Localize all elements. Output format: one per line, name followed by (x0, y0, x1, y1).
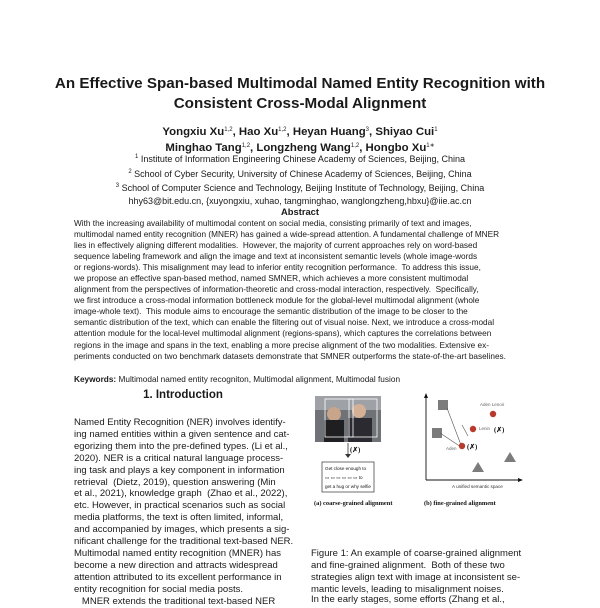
node-label-aden-lenoir: Aden Lenoir (480, 402, 505, 407)
photo-panel (315, 396, 381, 442)
introduction-line: and accompanied by images, which presents a sig- (74, 524, 290, 536)
text-box-line-3: get a hug or why selfie (325, 484, 371, 489)
abstract-line: attention module for the local-level multimodal alignment (regions-spans), which captures the correlations between (74, 329, 492, 339)
authors_line1-author-name: Shiyao Cui (375, 126, 435, 138)
affiliation-list (40, 151, 560, 195)
introduction-line: entity recognition for social media posts. (74, 583, 243, 595)
affiliation-text: Institute of Information Engineering Chinese Academy of Sciences, Beijing, China (138, 154, 466, 164)
x-mark-fine-2: (✗) (467, 444, 478, 451)
affiliations (40, 151, 560, 207)
introduction-line: become a new direction and attracts widespread (74, 559, 278, 571)
keywords (74, 374, 526, 385)
abstract-line: multimodal named entity recognition (MNER) has gained a wide-spread attention. A fundamental challenge of MNER (74, 230, 500, 240)
abstract-line: we first introduce a cross-modal information bottleneck module for the global-level multimodal alignment (whole (74, 296, 480, 306)
abstract-line: semantic distribution of the text, which can enable the filtering out of visual noise. Next, we introduce a cross-modal (74, 318, 495, 328)
introduction-line: egorizing them into the pre-defined types. (Li et al., (74, 440, 288, 452)
semantic-space-label: A unified semantic space (452, 484, 503, 489)
x-mark-coarse: (✗) (350, 447, 361, 454)
author-separator: , (359, 141, 366, 154)
author-separator: , (286, 126, 293, 138)
alignment-line-2 (440, 433, 461, 447)
node-aden (459, 443, 465, 449)
introduction-line: Named Entity Recognition (NER) involves identify- (74, 417, 286, 428)
node-aden-lenoir (490, 411, 496, 417)
authors_line2-author-name: Longzheng Wang (256, 141, 351, 154)
affiliation-marker: 1 (134, 154, 139, 160)
affiliation-line (40, 180, 560, 195)
author-affiliation-marker: 1,2 (350, 142, 360, 149)
abstract-heading: Abstract (280, 206, 320, 217)
semantic-space-panel (424, 393, 523, 489)
authors_line1-author-name: Heyan Huang (292, 126, 366, 138)
author-emails: hhy63@bit.edu.cn, {xuyongxiu, xuhao, tangminghao, wanglongzheng,hbxu}@iie.ac.cn (128, 195, 472, 206)
author-affiliation-marker: 1 (434, 127, 438, 133)
author-separator: , (232, 126, 239, 138)
abstract-line: sequence labeling framework and align the image and text at inconsistent semantic levels (whole image-words (74, 252, 478, 262)
introduction-line: Multimodal named entity recognition (MNER) has (74, 547, 281, 559)
author-affiliation-marker: 1∗ (426, 142, 435, 149)
caption-line: strategies align text with image at inconsistent se- (311, 571, 521, 583)
caption-line: Figure 1: An example of coarse-grained alignment (311, 548, 522, 559)
abstract-body (74, 218, 526, 362)
abstract-line: alignment from the perspectives of information-theoretic and cross-modal interaction, respectively. Specifically, (74, 285, 479, 295)
introduction-line: et al., 2021), knowledge graph (Zhao et al., 2022), (74, 488, 288, 500)
node-label-lenin: Lenin (479, 426, 491, 431)
abstract-line: image-whole text). This module aims to encourage the semantic distribution of the image to be closer to the (74, 307, 468, 317)
title-line-1: An Effective Span-based Multimodal Named Entity Recognition with (54, 75, 546, 92)
node-lenin (470, 426, 476, 432)
introduction-line: etc. However, in practical scenarios such as social (74, 500, 286, 512)
affiliation-line (40, 166, 560, 181)
abstract-line: With the increasing availability of multimodal content on social media, consisting primarily of text and images, (74, 219, 472, 228)
figure-caption (311, 548, 527, 596)
paper-title (40, 74, 560, 114)
author-separator: , (369, 126, 376, 138)
subcaption-a: (a) coarse-grained alignment (314, 500, 393, 507)
author-affiliation-marker: 1,2 (224, 127, 233, 133)
authors_line1-author-name: Hao Xu (238, 126, 279, 138)
abstract-line: we propose an effective span-based method, named SMNER, which achieves a more consistent multimodal (74, 274, 469, 284)
author-affiliation-marker: 3 (365, 127, 369, 133)
introduction-line: ing task and plays a key component in information (74, 464, 285, 476)
abstract-line: periments conducted on two benchmark datasets demonstrate that SMNER outperforms the state-of-the-art baselines. (74, 351, 506, 361)
alignment-line-3 (462, 425, 468, 436)
author-affiliation-marker: 1,2 (241, 142, 251, 149)
abstract-line: regions in the image and spans in the text, enabling a more precise alignment of the two modalities. Extensive ex- (74, 340, 490, 350)
photo-person-left-face (327, 407, 341, 421)
x-mark-fine-1: (✗) (494, 427, 505, 434)
region-square-1 (438, 400, 448, 410)
introduction-line: ing named entities within a given sentence and cat- (74, 428, 290, 440)
author-affiliation-marker: 1,2 (278, 127, 287, 133)
alignment-line-1 (447, 408, 461, 445)
introduction-line: attention attributed to its excellent performance in (74, 571, 282, 583)
author-line-1 (40, 124, 560, 140)
right-column-text: In the early stages, some efforts (Zhang et al., (311, 594, 505, 605)
affiliation-marker: 2 (128, 168, 132, 175)
caption-line: and fine-grained alignment. Both of these two (311, 559, 505, 571)
abstract-line: lies in effectively aligning different modalities. However, the majority of current approaches rely on word-based (74, 241, 478, 251)
authors_line2-author-name: Hongbo Xu (365, 141, 427, 154)
title-line-2: Consistent Cross-Modal Alignment (173, 95, 427, 112)
author-separator: , (250, 141, 257, 154)
keywords-label: Keywords: (74, 375, 117, 384)
coarse-arrow-head (345, 454, 351, 458)
introduction-text (74, 417, 294, 608)
introduction-line: media platforms, the text is often limited, informal, (74, 512, 284, 524)
photo-person-right-face (352, 404, 366, 418)
introduction-line: MNER extends the traditional text-based NER (74, 595, 276, 607)
caption-line: mantic levels, leading to misalignment noises. (311, 583, 504, 595)
space-y-axis-arrow (424, 393, 428, 398)
authors_line2-author-name: Minghao Tang (165, 141, 242, 154)
affiliation-text: School of Computer Science and Technology, Beijing Institute of Technology, Beijing, China (119, 183, 485, 194)
affiliation-text: School of Cyber Security, University of Chinese Academy of Sciences, Beijing, China (131, 168, 472, 179)
abstract-line: or regions-words). This misalignment may lead to inferior entity recognition performance. To address this issue, (74, 263, 481, 273)
space-x-axis-arrow (518, 478, 523, 482)
text-box-line-1: Get close enough to (325, 466, 367, 471)
affiliation-line (40, 151, 560, 166)
region-triangle-2 (504, 452, 516, 462)
authors_line1-author-name: Yongxiu Xu (162, 126, 225, 138)
text-box-line-2: ▭ ▭ ▭ ▭ ▭ ▭ to (325, 475, 363, 480)
keywords-text: Multimodal named entity recogniton, Multimodal alignment, Multimodal fusion (116, 375, 401, 384)
introduction-line: nificant challenge for the traditional text-based NER. (74, 536, 294, 548)
introduction-line: retrieval (Dietz, 2019), question answering (Min (74, 476, 276, 488)
photo-person-left-body (324, 420, 344, 442)
subcaption-b: (b) fine-grained alignment (424, 500, 496, 507)
section-heading-introduction: 1. Introduction (143, 389, 223, 401)
affiliation-marker: 3 (115, 183, 120, 190)
photo-person-right-body (348, 418, 372, 442)
figure-1 (312, 392, 526, 540)
node-label-aden: Aden (446, 446, 457, 451)
region-triangle-1 (472, 462, 484, 472)
introduction-line: 2020). NER is a critical natural language process- (74, 452, 284, 464)
